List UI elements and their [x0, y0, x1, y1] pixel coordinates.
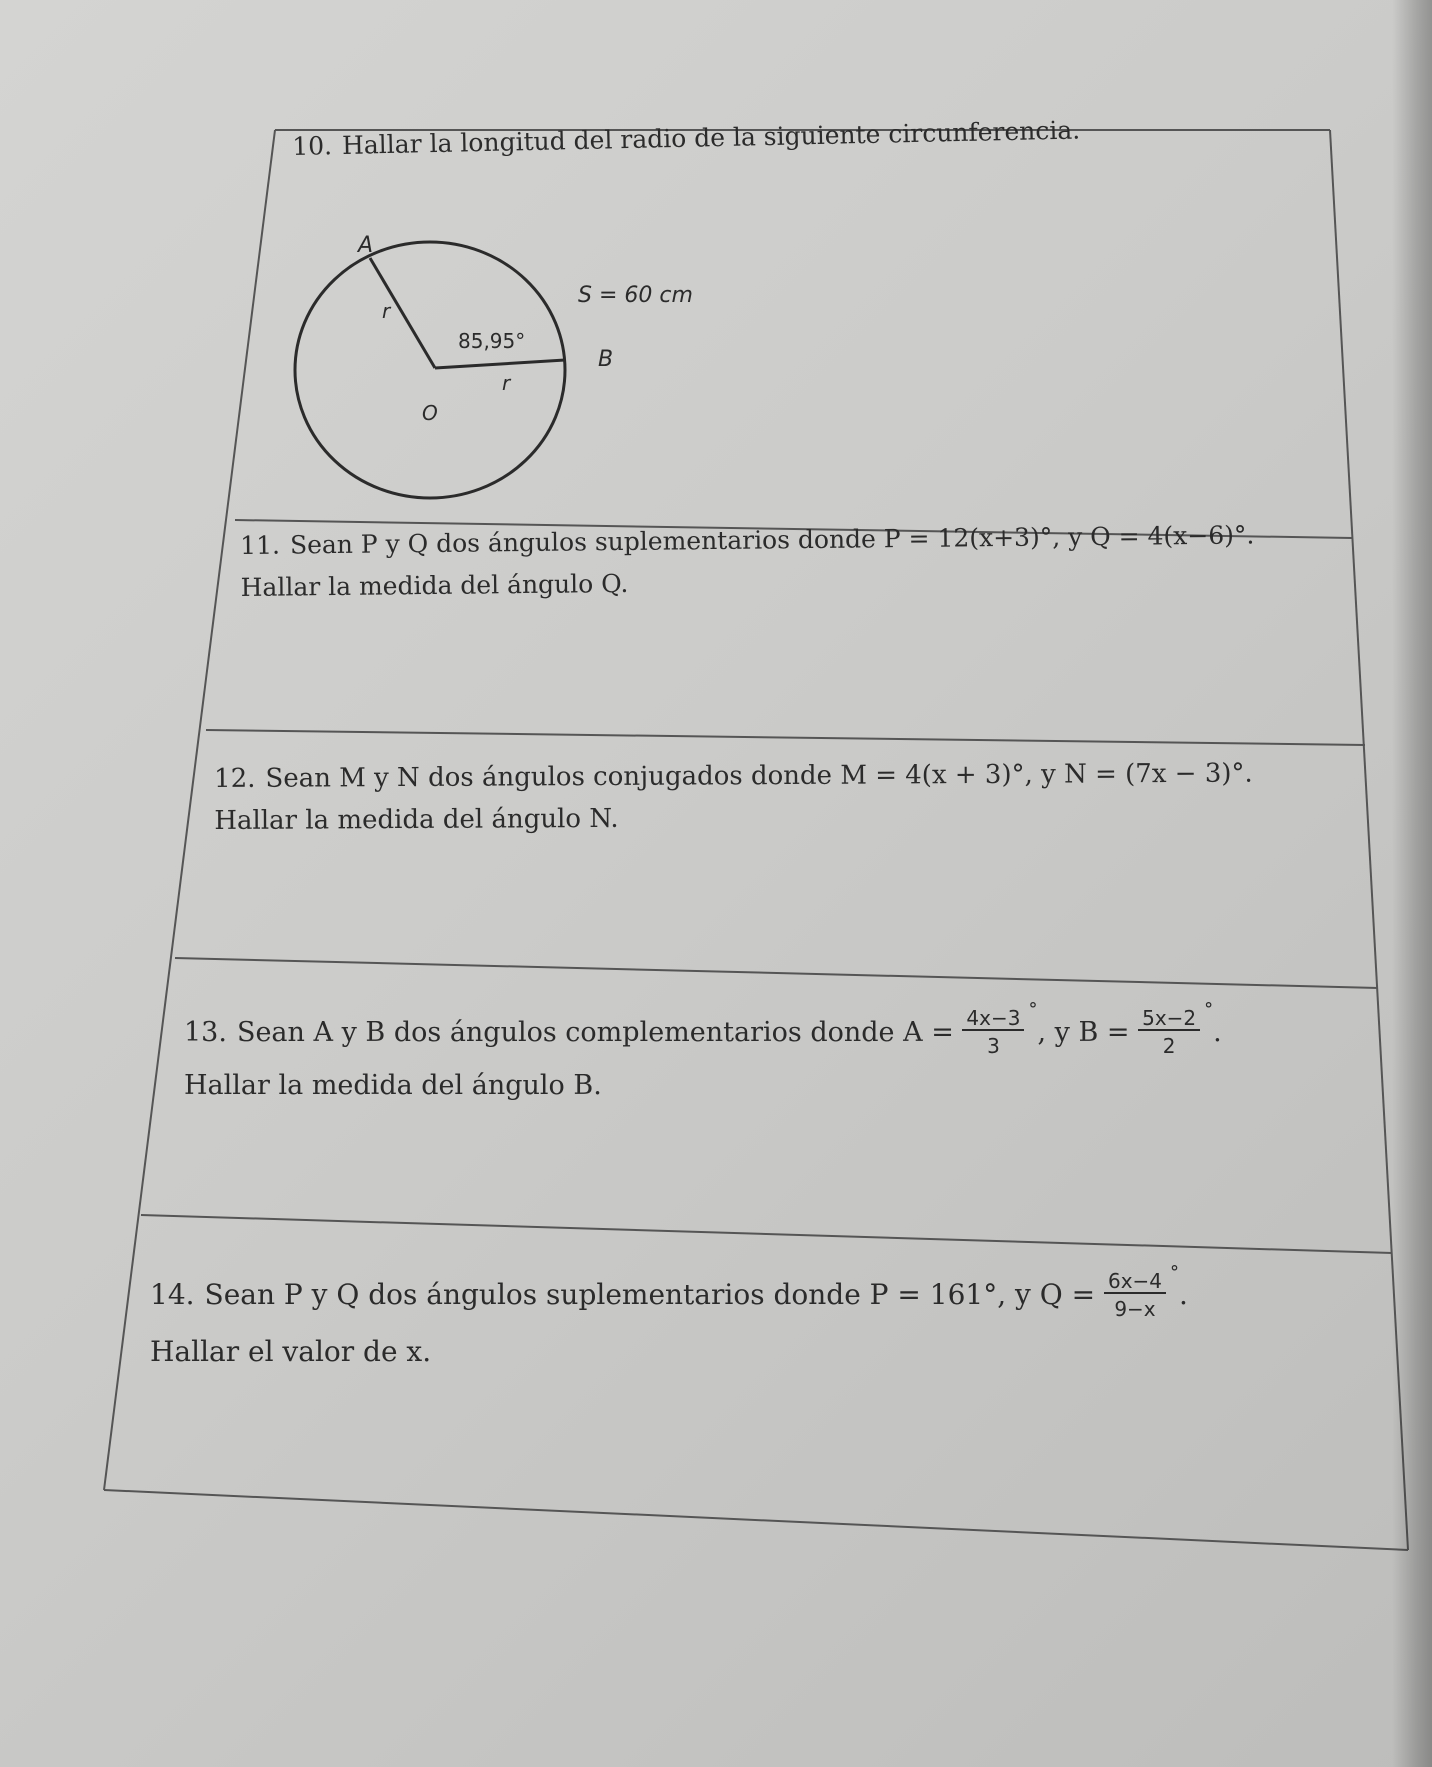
fraction-b-denominator: 2	[1162, 1033, 1176, 1058]
question-13-text: Sean A y B dos ángulos complementarios donde A =	[236, 1017, 954, 1048]
question-11-text: Sean P y Q dos ángulos suplementarios donde P = 12(x+3)°, y Q = 4(x−6)°.	[289, 520, 1255, 560]
fraction-q-denominator: 9−x	[1114, 1296, 1156, 1321]
fraction-a	[962, 1007, 1024, 1061]
degree-symbol-b: °	[1204, 999, 1214, 1020]
question-14-number: 14.	[150, 1278, 195, 1311]
question-12	[214, 753, 1253, 842]
fraction-a-denominator: 3	[987, 1033, 1000, 1058]
label-a: A	[358, 233, 374, 258]
question-14-text: Sean P y Q dos ángulos suplementarios donde P = 161°, y Q =	[204, 1278, 1096, 1311]
question-11-instruction: Hallar la medida del ángulo Q.	[240, 568, 629, 602]
question-14-instruction: Hallar el valor de x.	[150, 1334, 432, 1368]
question-13	[184, 985, 1222, 1111]
circle	[295, 242, 565, 498]
question-13-end: .	[1213, 1017, 1222, 1048]
question-13-number: 13.	[184, 1017, 227, 1048]
degree-symbol-a: °	[1028, 999, 1038, 1020]
question-11-number: 11.	[240, 530, 281, 560]
fraction-b-numerator: 5x−2	[1138, 1007, 1200, 1031]
label-r2: r	[502, 371, 511, 395]
question-13-instruction: Hallar la medida del ángulo B.	[184, 1069, 602, 1101]
fraction-q	[1104, 1270, 1166, 1324]
degree-symbol-q: °	[1170, 1262, 1180, 1283]
circle-diagram	[290, 230, 750, 520]
label-arc: S = 60 cm	[578, 283, 693, 308]
radius-oa	[370, 258, 435, 368]
question-12-text: Sean M y N dos ángulos conjugados donde M = 4(x + 3)°, y N = (7x − 3)°.	[265, 758, 1253, 794]
label-r1: r	[382, 299, 391, 323]
question-10-number: 10.	[292, 131, 333, 161]
label-b: B	[598, 347, 614, 372]
radius-ob	[435, 360, 565, 368]
question-11	[240, 514, 1255, 609]
label-o: O	[422, 401, 438, 425]
fraction-a-numerator: 4x−3	[962, 1007, 1024, 1031]
question-12-number: 12.	[214, 763, 256, 794]
question-14-end: .	[1179, 1278, 1188, 1311]
divider-12-13	[175, 958, 1378, 988]
question-12-instruction: Hallar la medida del ángulo N.	[214, 803, 619, 836]
divider-11-12	[206, 730, 1365, 745]
question-14	[150, 1245, 1188, 1380]
fraction-q-numerator: 6x−4	[1104, 1270, 1166, 1294]
question-10-text: Hallar la longitud del radio de la siguiente circunferencia.	[341, 115, 1081, 160]
divider-bottom	[104, 1490, 1408, 1550]
page-edge-shadow	[1392, 0, 1432, 1767]
fraction-b	[1138, 1007, 1200, 1061]
question-13-mid: , y B =	[1037, 1017, 1130, 1048]
label-angle: 85,95°	[458, 329, 526, 353]
